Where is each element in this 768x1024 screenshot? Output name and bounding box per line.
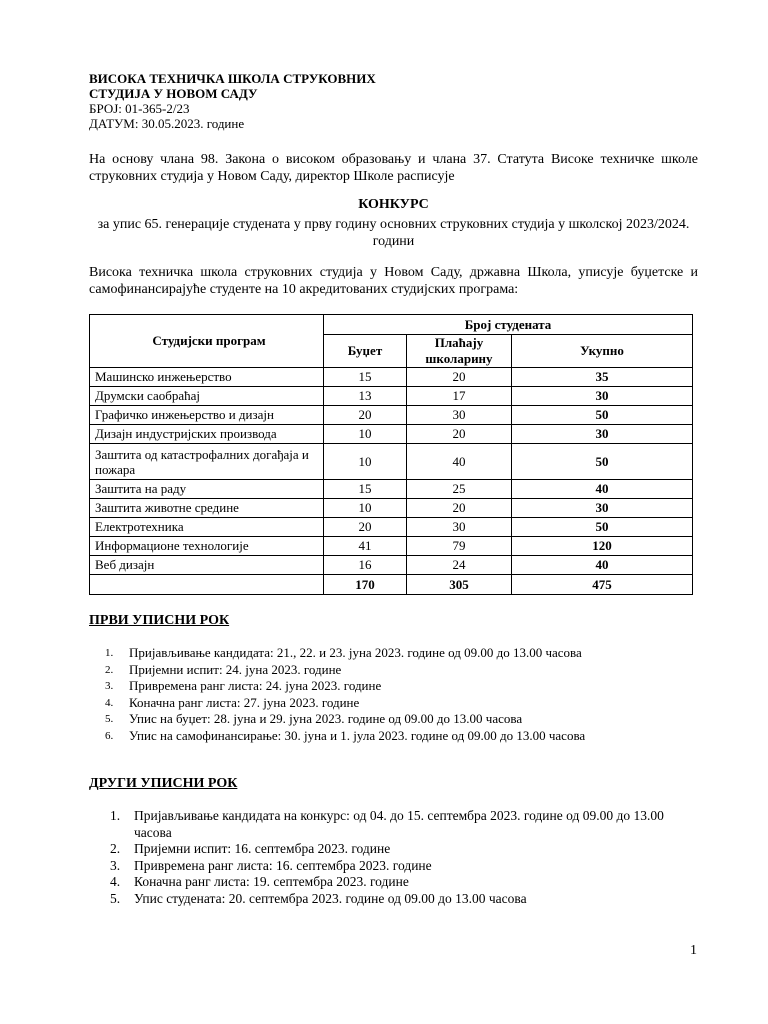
budget-cell: 15 <box>324 480 407 499</box>
document-date <box>89 116 376 131</box>
list-text: Упис на самофинансирање: 30. јуна и 1. јула 2023. године од 09.00 до 13.00 часова <box>129 727 586 743</box>
intro-paragraph: На основу члана 98. Закона о високом образовању и члана 37. Статута Високе техничке школе струковних студија у Новом Саду, директор Школе расписује <box>89 152 698 184</box>
paid-cell: 24 <box>407 556 512 575</box>
konkurs-title: КОНКУРС <box>358 197 429 212</box>
budget-cell: 15 <box>324 368 407 387</box>
list-number: 1. <box>105 647 114 659</box>
paid-cell: 79 <box>407 537 512 556</box>
list-item <box>110 808 700 841</box>
total-cell: 50 <box>512 406 693 425</box>
paid-cell: 40 <box>407 444 512 480</box>
table-row <box>90 444 693 480</box>
list-item <box>110 891 700 908</box>
paid-cell: 20 <box>407 368 512 387</box>
total-cell: 35 <box>512 368 693 387</box>
table-row <box>90 499 693 518</box>
table-row <box>90 480 693 499</box>
list-text: Привремена ранг листа: 24. јуна 2023. године <box>129 678 382 693</box>
total-cell: 50 <box>512 444 693 480</box>
enrollment-table <box>89 314 693 595</box>
list-text: Пријављивање кандидата: 21., 22. и 23. јуна 2023. године од 09.00 до 13.00 часова <box>129 645 582 660</box>
budget-cell: 10 <box>324 444 407 480</box>
total-cell: 50 <box>512 518 693 537</box>
total-cell: 30 <box>512 499 693 518</box>
budget-cell: 10 <box>324 499 407 518</box>
program-cell: Друмски саобраћај <box>90 387 324 406</box>
total-all: 475 <box>512 575 693 595</box>
list-item <box>105 678 705 695</box>
paid-cell: 17 <box>407 387 512 406</box>
totals-label-cell <box>90 575 324 595</box>
round1-list <box>105 645 705 744</box>
total-paid: 305 <box>407 575 512 595</box>
page-number: 1 <box>690 943 697 958</box>
budget-header: Буџет <box>324 335 407 368</box>
paid-cell: 30 <box>407 518 512 537</box>
table-row <box>90 518 693 537</box>
paid-cell: 30 <box>407 406 512 425</box>
date-value: 30.05.2023. <box>141 116 204 131</box>
list-text: Привремена ранг листа: 16. септембра 2023. године <box>134 857 432 873</box>
list-item <box>105 695 705 712</box>
list-text: Пријављивање кандидата на конкурс: од 04. до 15. септембра 2023. године од 09.00 до 13.00 часова <box>134 808 664 840</box>
list-item <box>105 728 705 745</box>
description-paragraph: Висока техничка школа струковних студија у Новом Саду, државна Школа, уписује буџетске и самофинансирајуће студенте на 10 акредитованих студијских програма: <box>89 265 698 297</box>
list-number: 4. <box>110 874 121 889</box>
total-budget: 170 <box>324 575 407 595</box>
total-cell: 40 <box>512 480 693 499</box>
budget-cell: 20 <box>324 518 407 537</box>
list-text: Упис студената: 20. септембра 2023. године од 09.00 до 13.00 часова <box>134 890 527 906</box>
program-cell: Машинско инжењерство <box>90 368 324 387</box>
list-item <box>105 711 705 728</box>
institution-line-1: ВИСОКА ТЕХНИЧКА ШКОЛА СТРУКОВНИХ <box>89 71 376 86</box>
table-row <box>90 387 693 406</box>
paid-cell: 25 <box>407 480 512 499</box>
list-item <box>110 841 700 858</box>
list-number: 1. <box>110 808 121 823</box>
table-row <box>90 537 693 556</box>
list-number: 2. <box>110 841 121 856</box>
number-label: БРОЈ: <box>89 101 122 116</box>
totals-row <box>90 575 693 595</box>
list-item <box>105 645 705 662</box>
program-cell: Графичко инжењерство и дизајн <box>90 406 324 425</box>
list-text: Пријемни испит: 16. септембра 2023. године <box>134 841 391 856</box>
program-cell: Електротехника <box>90 518 324 537</box>
list-text: Коначна ранг листа: 19. септембра 2023. године <box>134 874 409 889</box>
document-header <box>89 71 376 131</box>
list-number: 4. <box>105 696 114 709</box>
round2-list <box>110 808 700 907</box>
list-text: Коначна ранг листа: 27. јуна 2023. године <box>129 694 360 710</box>
round1-title: ПРВИ УПИСНИ РОК <box>89 613 230 628</box>
student-count-header: Број студената <box>324 315 693 335</box>
total-cell: 120 <box>512 537 693 556</box>
paid-header: Плаћају школарину <box>407 335 512 368</box>
budget-cell: 13 <box>324 387 407 406</box>
paid-cell: 20 <box>407 425 512 444</box>
budget-cell: 16 <box>324 556 407 575</box>
program-cell: Дизајн индустријских производа <box>90 425 324 444</box>
budget-cell: 20 <box>324 406 407 425</box>
program-cell: Заштита од катастрофалних догађаја и пожара <box>90 444 324 480</box>
total-cell: 40 <box>512 556 693 575</box>
program-cell: Заштита на раду <box>90 480 324 499</box>
total-cell: 30 <box>512 425 693 444</box>
program-cell: Заштита животне средине <box>90 499 324 518</box>
list-number: 3. <box>110 857 121 873</box>
list-item <box>110 858 700 875</box>
program-cell: Веб дизајн <box>90 556 324 575</box>
list-number: 5. <box>110 890 121 906</box>
konkurs-subtitle: за упис 65. генерације студената у прву годину основних струковних студија у школској 2023/2024. години <box>97 217 690 249</box>
date-label: ДАТУМ: <box>89 116 139 131</box>
total-header: Укупно <box>512 335 693 368</box>
total-cell: 30 <box>512 387 693 406</box>
table-row <box>90 368 693 387</box>
list-text: Упис на буџет: 28. јуна и 29. јуна 2023. године од 09.00 до 13.00 часова <box>129 711 523 726</box>
list-item <box>105 662 705 679</box>
institution-line-2: СТУДИЈА У НОВОМ САДУ <box>89 86 258 101</box>
list-number: 6. <box>105 729 114 742</box>
list-number: 3. <box>105 680 114 692</box>
round2-title: ДРУГИ УПИСНИ РОК <box>89 776 238 791</box>
number-value: 01-365-2/23 <box>125 101 190 116</box>
table-row <box>90 406 693 425</box>
document-number <box>89 101 376 116</box>
list-item <box>110 874 700 891</box>
budget-cell: 10 <box>324 425 407 444</box>
budget-cell: 41 <box>324 537 407 556</box>
program-cell: Информационе технологије <box>90 537 324 556</box>
table-row <box>90 556 693 575</box>
list-text: Пријемни испит: 24. јуна 2023. године <box>129 661 342 677</box>
paid-cell: 20 <box>407 499 512 518</box>
list-number: 2. <box>105 663 114 676</box>
date-suffix: године <box>206 116 245 131</box>
table-body <box>90 368 693 575</box>
table-row <box>90 425 693 444</box>
program-header: Студијски програм <box>90 315 324 368</box>
list-number: 5. <box>105 713 114 725</box>
